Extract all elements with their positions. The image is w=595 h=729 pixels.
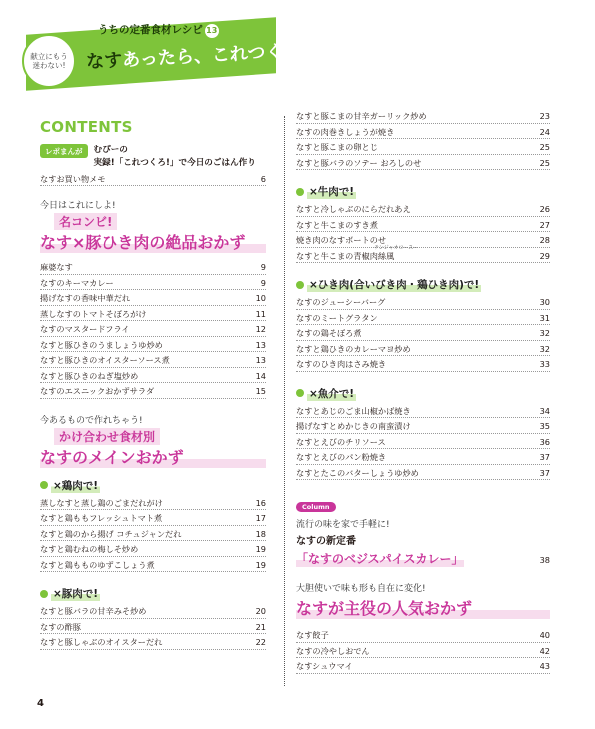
subsection-seafood-heading — [296, 386, 550, 401]
entry-title-with-ruby — [296, 244, 419, 262]
entry-page: 25 — [539, 157, 550, 168]
subsection-beef-heading — [296, 184, 550, 199]
entry-title: なすの鶏そぼろ煮 — [296, 328, 362, 338]
entry-title: なすと牛こまの青椒肉絲風 — [296, 250, 395, 261]
toc-list-popular — [296, 627, 550, 674]
entry-title: なすと豚ひきのオイスターソース煮 — [40, 355, 170, 366]
toc-list-pork-continued — [296, 108, 550, 170]
ruby-annotation: チンジャオロースー — [374, 244, 419, 251]
entry-page: 14 — [255, 370, 266, 381]
toc-entry[interactable] — [296, 643, 550, 659]
title-accent: なす — [85, 49, 123, 73]
entry-title: なすと豚こまの甘辛ガーリック炒め — [296, 111, 427, 121]
toc-entry[interactable] — [296, 244, 550, 264]
toc-entry[interactable] — [296, 434, 550, 450]
report-manga — [40, 144, 266, 171]
handwritten-note: 大胆使いで味も形も自在に変化! — [296, 584, 426, 594]
entry-title: なすと鶏もものゆずこしょう煮 — [40, 559, 155, 570]
entry-page: 11 — [255, 308, 266, 319]
series-number: 13 — [205, 24, 219, 38]
entry-page: 10 — [255, 293, 266, 304]
entry-page: 26 — [539, 204, 550, 214]
entry-title: なすと鶏ももフレッシュトマト煮 — [40, 513, 163, 524]
report-line1: むぴーの — [93, 145, 128, 155]
entry-title: なすと鶏ひきのカレーマヨ炒め — [296, 343, 411, 354]
toc-entry[interactable] — [296, 403, 550, 419]
toc-entry[interactable] — [296, 627, 550, 643]
entry-page: 9 — [260, 262, 266, 273]
toc-entry[interactable] — [40, 557, 266, 573]
entry-title: 蒸しなすと蒸し鶏のごまだれがけ — [40, 497, 163, 508]
right-column — [296, 108, 550, 674]
entry-page: 15 — [255, 386, 266, 397]
entry-page: 43 — [539, 661, 550, 671]
toc-entry[interactable] — [296, 201, 550, 217]
section-subtitle: かけ合わせ食材別 — [54, 428, 160, 445]
toc-entry[interactable] — [40, 495, 266, 511]
subsection-label: ×魚介で! — [309, 387, 355, 400]
entry-title: なすと豚しゃぶのオイスターだれ — [40, 637, 163, 648]
column-title: なすの新定番 — [296, 536, 356, 547]
entry-title: なすの酢豚 — [40, 621, 81, 632]
entry-title: なすと豚ひきのうましょうゆ炒め — [40, 339, 163, 350]
entry-page: 19 — [255, 559, 266, 570]
entry-page: 6 — [260, 173, 266, 184]
toc-entry[interactable] — [296, 341, 550, 357]
handwritten-note: 流行の味を家で手軽に! — [296, 520, 390, 530]
subsection-mince-heading — [296, 277, 550, 292]
entry-page: 22 — [255, 637, 266, 648]
section-title: なす×豚ひき肉の絶品おかず — [40, 230, 266, 253]
title-rest: あったら、これつくろ! — [121, 40, 311, 71]
toc-entry[interactable] — [296, 232, 550, 248]
entry-page: 30 — [539, 297, 550, 307]
toc-entry[interactable] — [296, 325, 550, 341]
toc-entry[interactable] — [296, 294, 550, 310]
handwritten-note: 今日はこれにしよ! — [40, 201, 116, 212]
toc-entry[interactable] — [296, 310, 550, 326]
section-main-dishes-heading — [40, 413, 266, 468]
toc-entry[interactable] — [40, 306, 266, 322]
subsection-label: ×牛肉で! — [309, 186, 355, 198]
entry-page: 40 — [539, 630, 550, 640]
stamp-text: 献立にもう迷わない! — [30, 51, 68, 70]
toc-entry[interactable] — [296, 658, 550, 674]
toc-entry[interactable] — [296, 356, 550, 372]
toc-list-pork — [40, 603, 266, 650]
entry-page: 17 — [255, 513, 266, 524]
toc-list-sec1 — [40, 259, 266, 399]
toc-entry[interactable] — [40, 383, 266, 399]
entry-title: なすと牛こまのすき煮 — [296, 219, 378, 230]
entry-title: なす餃子 — [296, 630, 329, 640]
entry-page: 21 — [255, 621, 266, 632]
toc-entry[interactable] — [40, 368, 266, 384]
entry-title: なすのマスタードフライ — [40, 324, 130, 335]
subsection-label: ×鶏肉で! — [53, 479, 99, 492]
entry-title: なすと鶏むねの梅しそ炒め — [40, 544, 139, 555]
toc-list-seafood — [296, 403, 550, 481]
toc-entry[interactable] — [40, 619, 266, 635]
subsection-chicken-heading — [40, 478, 266, 493]
toc-entry[interactable] — [40, 510, 266, 526]
toc-entry[interactable] — [40, 290, 266, 306]
entry-page: 18 — [255, 528, 266, 539]
entry-page: 35 — [539, 421, 550, 431]
entry-title: なすの肉巻きしょうが焼き — [296, 126, 395, 137]
bullet-dot-icon — [40, 590, 48, 598]
toc-entry[interactable] — [40, 275, 266, 291]
toc-list-beef — [296, 201, 550, 263]
toc-entry-curry[interactable] — [296, 550, 550, 567]
header-banner — [26, 20, 311, 94]
toc-list-mince — [296, 294, 550, 372]
left-column — [40, 118, 266, 650]
entry-title: なすとえびのチリソース — [296, 436, 386, 447]
toc-entry[interactable] — [40, 541, 266, 557]
page-number: 4 — [37, 698, 44, 709]
entry-title: なすのエスニックおかずサラダ — [40, 386, 155, 397]
entry-page: 37 — [539, 452, 550, 462]
entry-page: 36 — [539, 436, 550, 447]
stamp-badge — [22, 34, 76, 88]
entry-page: 32 — [539, 343, 550, 354]
report-badge: レポまんが — [40, 144, 88, 158]
toc-entry[interactable] — [40, 321, 266, 337]
entry-title: なすと鶏のから揚げ コチュジャンだれ — [40, 528, 182, 539]
entry-page: 9 — [260, 277, 266, 288]
entry-page: 20 — [255, 606, 266, 617]
entry-title: 焼き肉のなすボートのせ — [296, 235, 387, 245]
toc-entry[interactable] — [40, 526, 266, 542]
section-title: なすが主役の人気おかず — [296, 596, 550, 619]
section-popular-heading — [296, 581, 550, 619]
toc-entry[interactable] — [40, 603, 266, 619]
entry-page: 34 — [539, 405, 550, 416]
column-divider — [284, 116, 285, 686]
series-label: うちの定番食材レシピ — [98, 24, 203, 36]
entry-page: 23 — [539, 111, 550, 121]
entry-title: なすのひき肉はさみ焼き — [296, 359, 387, 369]
entry-page: 28 — [539, 235, 550, 245]
subsection-label: ×ひき肉(合いびき肉・鶏ひき肉)で! — [309, 279, 480, 291]
entry-page: 24 — [539, 126, 550, 137]
entry-page: 29 — [539, 250, 550, 261]
column-badge: Column — [296, 502, 336, 512]
entry-title: なすとたこのバターしょうゆ炒め — [296, 467, 419, 478]
entry-title: なすのミートグラタン — [296, 312, 378, 323]
entry-title: なすと豚こまの卵とじ — [296, 142, 378, 152]
series-title — [98, 22, 219, 38]
entry-title: なすのキーマカレー — [40, 277, 114, 288]
toc-entry[interactable] — [40, 259, 266, 275]
handwritten-note: 今あるもので作れちゃう! — [40, 415, 143, 426]
entry-title: なすお買い物メモ — [40, 173, 106, 184]
entry-page: 19 — [255, 544, 266, 555]
entry-page: 27 — [539, 219, 550, 230]
section-pork-mince-heading — [40, 198, 266, 253]
entry-title: 蒸しなすのトマトそぼろがけ — [40, 308, 147, 319]
section-subtitle: 名コンビ! — [54, 213, 117, 230]
entry-title: なすとあじのごま山椒かば焼き — [296, 405, 411, 416]
report-text — [94, 144, 256, 171]
entry-title: なすと冷しゃぶのにらだれあえ — [296, 204, 411, 214]
toc-entry[interactable] — [296, 108, 550, 124]
toc-entry-shopping[interactable] — [40, 171, 266, 187]
entry-title: なすの冷やしおでん — [296, 645, 370, 656]
bullet-dot-icon — [40, 481, 48, 489]
bullet-dot-icon — [296, 188, 304, 196]
column-section — [296, 494, 550, 567]
section-title: なすのメインおかず — [40, 445, 266, 468]
bullet-dot-icon — [296, 281, 304, 289]
toc-list-chicken — [40, 495, 266, 573]
entry-title: なすのジューシーバーグ — [296, 297, 386, 307]
entry-title: なすとえびのパン粉焼き — [296, 452, 387, 462]
toc-entry[interactable] — [40, 337, 266, 353]
entry-page: 33 — [539, 359, 550, 369]
toc-entry[interactable] — [40, 634, 266, 650]
entry-page: 37 — [539, 467, 550, 478]
toc-entry[interactable] — [296, 124, 550, 140]
entry-page: 12 — [255, 324, 266, 335]
entry-title: なすシュウマイ — [296, 661, 353, 671]
entry-title: 麻婆なす — [40, 262, 73, 273]
toc-entry[interactable] — [296, 217, 550, 233]
report-line2: 実録!「これつくろ!」で今日のごはん作り — [93, 158, 256, 169]
entry-title: なすと豚バラの甘辛みそ炒め — [40, 606, 147, 617]
toc-entry[interactable] — [40, 352, 266, 368]
toc-entry[interactable] — [296, 465, 550, 481]
toc-entry[interactable] — [296, 139, 550, 155]
bullet-dot-icon — [296, 389, 304, 397]
toc-entry[interactable] — [296, 155, 550, 171]
entry-page: 31 — [539, 312, 550, 323]
entry-title: なすと豚ひきのねぎ塩炒め — [40, 370, 139, 381]
entry-page: 13 — [255, 339, 266, 350]
entry-title: 「なすのベジスパイスカレー」 — [296, 552, 464, 566]
entry-title: なすと豚バラのソテー おろしのせ — [296, 157, 422, 168]
entry-page: 25 — [539, 142, 550, 152]
entry-title: 揚げなすとめかじきの南蛮漬け — [296, 421, 411, 431]
subsection-pork-heading — [40, 586, 266, 601]
entry-page: 42 — [539, 645, 550, 656]
entry-title: 揚げなすの香味中華だれ — [40, 293, 131, 304]
toc-entry[interactable] — [296, 418, 550, 434]
entry-page: 32 — [539, 328, 550, 338]
entry-page: 38 — [539, 555, 550, 565]
toc-entry[interactable] — [296, 449, 550, 465]
subsection-label: ×豚肉で! — [53, 588, 99, 601]
contents-heading: CONTENTS — [40, 118, 133, 136]
entry-page: 13 — [255, 355, 266, 366]
entry-page: 16 — [255, 497, 266, 508]
